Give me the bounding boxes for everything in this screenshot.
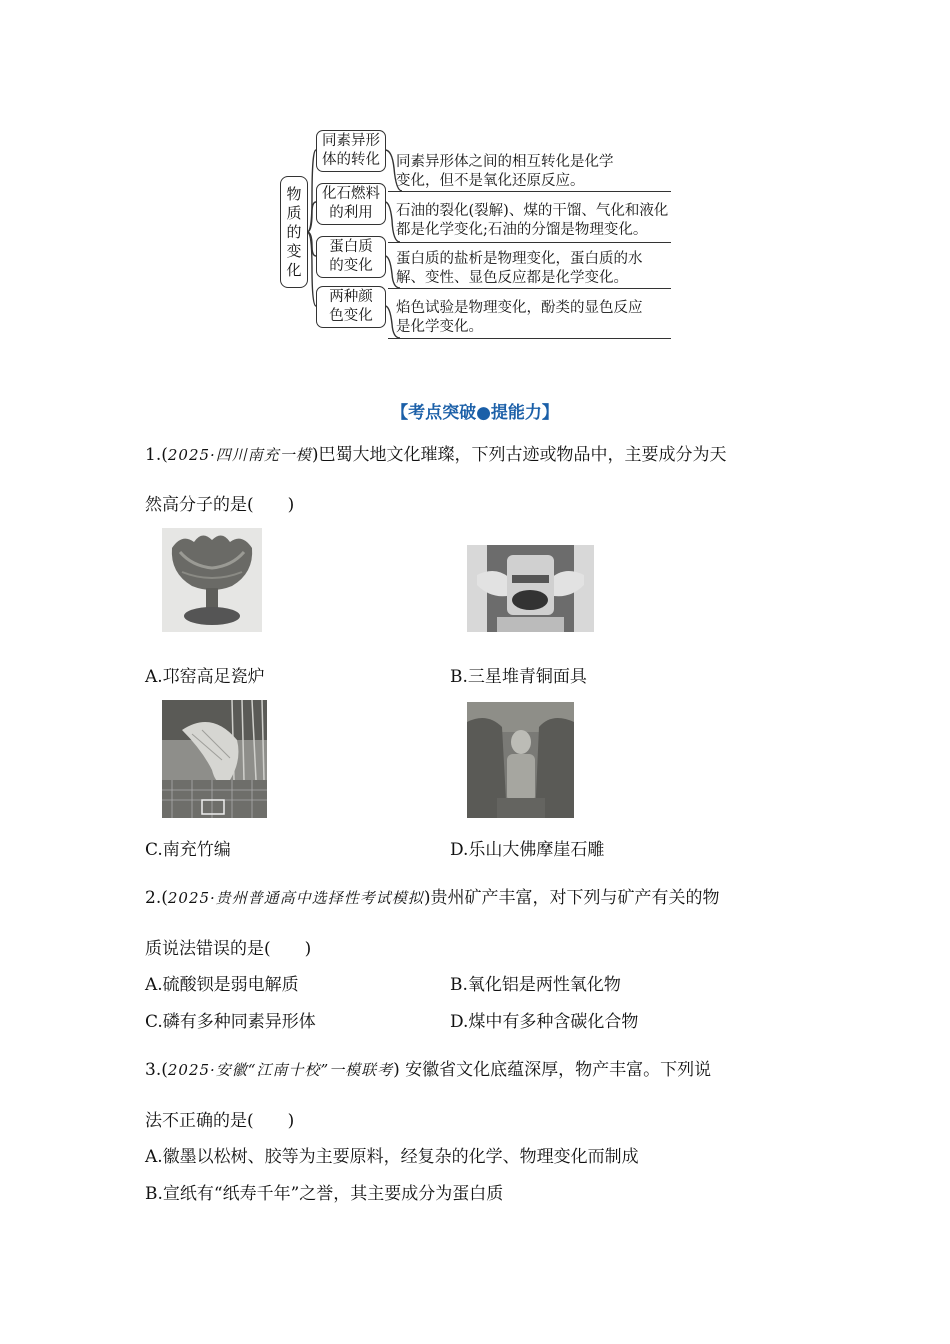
q2-option-b[interactable]: B.氧化铝是两性氧化物: [450, 975, 621, 995]
section-heading: 【考点突破●提能力】: [391, 403, 559, 423]
diagram-root: 物 质 的 变 化: [280, 176, 308, 288]
branch-allotrope: 同素异形 体的转化: [316, 130, 386, 172]
branch-fossil-fuel-desc: 石油的裂化(裂解)、煤的干馏、气化和液化 都是化学变化;石油的分馏是物理变化。: [396, 203, 669, 238]
q3-source: 2025·安徽“江南十校”一模联考: [167, 1061, 394, 1079]
divider: [388, 191, 671, 192]
q2-option-a[interactable]: A.硫酸钡是弱电解质: [145, 975, 299, 995]
q3-option-a[interactable]: A.徽墨以松树、胶等为主要原料，经复杂的化学、物理变化而制成: [145, 1147, 639, 1167]
q1-option-d[interactable]: D.乐山大佛摩崖石雕: [450, 840, 605, 860]
q2-option-c[interactable]: C.磷有多种同素异形体: [145, 1012, 316, 1032]
divider: [388, 288, 671, 289]
branch-protein: 蛋白质 的变化: [316, 236, 386, 278]
q2-source: 2025·贵州普通高中选择性考试模拟: [167, 889, 424, 907]
q1-option-a[interactable]: A.邛窑高足瓷炉: [145, 667, 265, 687]
bamboo-weaving-image: [162, 700, 267, 818]
q1-stem-line1: 1.(2025·四川南充一模)巴蜀大地文化璀璨，下列古迹或物品中，主要成分为天: [145, 445, 727, 465]
q2-option-d[interactable]: D.煤中有多种含碳化合物: [450, 1012, 639, 1032]
leshan-buddha-image: [467, 702, 574, 818]
divider: [388, 242, 671, 243]
q1-stem-line2: 然高分子的是( ): [145, 495, 295, 515]
bronze-mask-image: [467, 545, 594, 632]
q3-option-b[interactable]: B.宣纸有“纸寿千年”之誉，其主要成分为蛋白质: [145, 1184, 504, 1204]
q3-stem-line2: 法不正确的是( ): [145, 1111, 295, 1131]
q2-stem-line1: 2.(2025·贵州普通高中选择性考试模拟)贵州矿产丰富，对下列与矿产有关的物: [145, 888, 720, 908]
concept-diagram: [280, 128, 675, 343]
divider: [388, 338, 671, 339]
q1-option-b[interactable]: B.三星堆青铜面具: [450, 667, 587, 687]
branch-protein-desc: 蛋白质的盐析是物理变化，蛋白质的水 解、变性、显色反应都是化学变化。: [396, 251, 643, 286]
branch-color-change: 两种颜 色变化: [316, 286, 386, 328]
q2-stem-line2: 质说法错误的是( ): [145, 939, 312, 959]
q1-option-c[interactable]: C.南充竹编: [145, 840, 231, 860]
q3-stem-line1: 3.(2025·安徽“江南十校”一模联考) 安徽省文化底蕴深厚，物产丰富。下列说: [145, 1060, 712, 1080]
branch-allotrope-desc: 同素异形体之间的相互转化是化学 变化，但不是氧化还原反应。: [396, 154, 614, 189]
q1-source: 2025·四川南充一模: [167, 446, 312, 464]
branch-color-change-desc: 焰色试验是物理变化，酚类的显色反应 是化学变化。: [396, 300, 643, 335]
porcelain-censer-image: [162, 528, 262, 632]
branch-fossil-fuel: 化石燃料 的利用: [316, 183, 386, 225]
